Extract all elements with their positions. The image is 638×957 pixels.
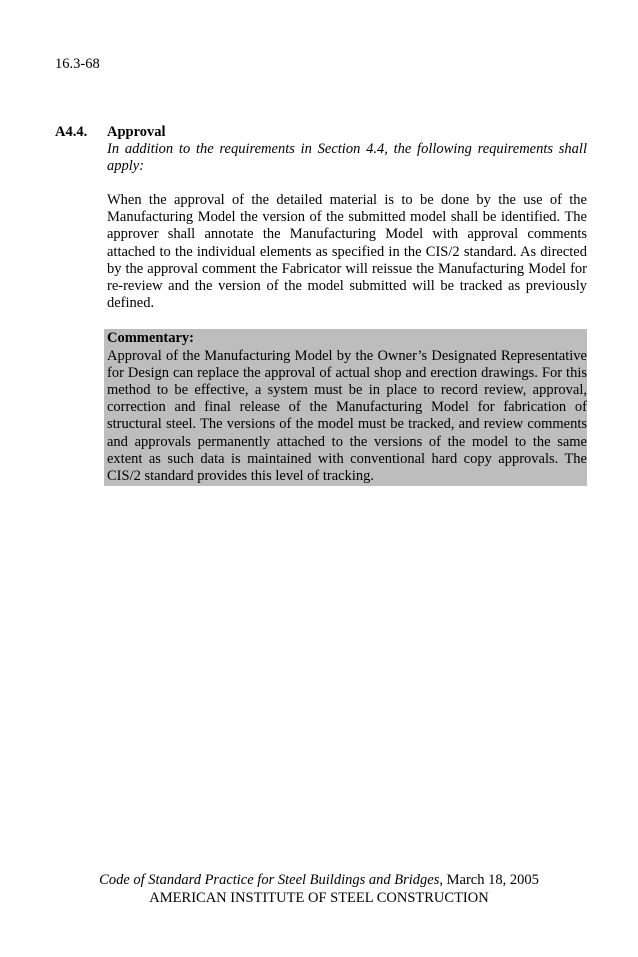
commentary-title: Commentary:: [107, 330, 194, 347]
footer-date: , March 18, 2005: [439, 872, 539, 888]
commentary-text: Approval of the Manufacturing Model by the Owner’s Designated Representative for Design can replace the approval of actual shop and erection drawings. For this method to be effective, a system must be in place to record review, approval, correction and final release of the Manufacturing Model for fabrication of structural steel. The versions of the model must be tracked, and review comments and approvals permanently attached to the versions of the model to the same extent as such data is maintained with conventional hard copy approvals. The CIS/2 standard provides this level of tracking.: [107, 347, 587, 485]
page-footer: [0, 871, 638, 907]
footer-organization: AMERICAN INSTITUTE OF STEEL CONSTRUCTION: [149, 890, 489, 906]
section-body: [107, 124, 587, 486]
footer-document-title: Code of Standard Practice for Steel Buildings and Bridges: [99, 872, 440, 888]
page-number: 16.3-68: [55, 56, 100, 72]
section-title: Approval: [107, 124, 166, 140]
section-intro: In addition to the requirements in Section 4.4, the following requirements shall apply:: [107, 141, 587, 174]
footer-citation: [0, 871, 638, 889]
section-paragraph: When the approval of the detailed material is to be done by the use of the Manufacturing Model the version of the submitted model shall be identified. The approver shall annotate the Manufacturing Model with approval comments attached to the individual elements as specified in the CIS/2 standard. As directed by the approval comment the Fabricator will reissue the Manufacturing Model for re-review and the version of the model submitted will be tracked as previously defined.: [107, 192, 587, 312]
section-number: A4.4.: [55, 124, 88, 140]
commentary-box: [104, 329, 587, 486]
